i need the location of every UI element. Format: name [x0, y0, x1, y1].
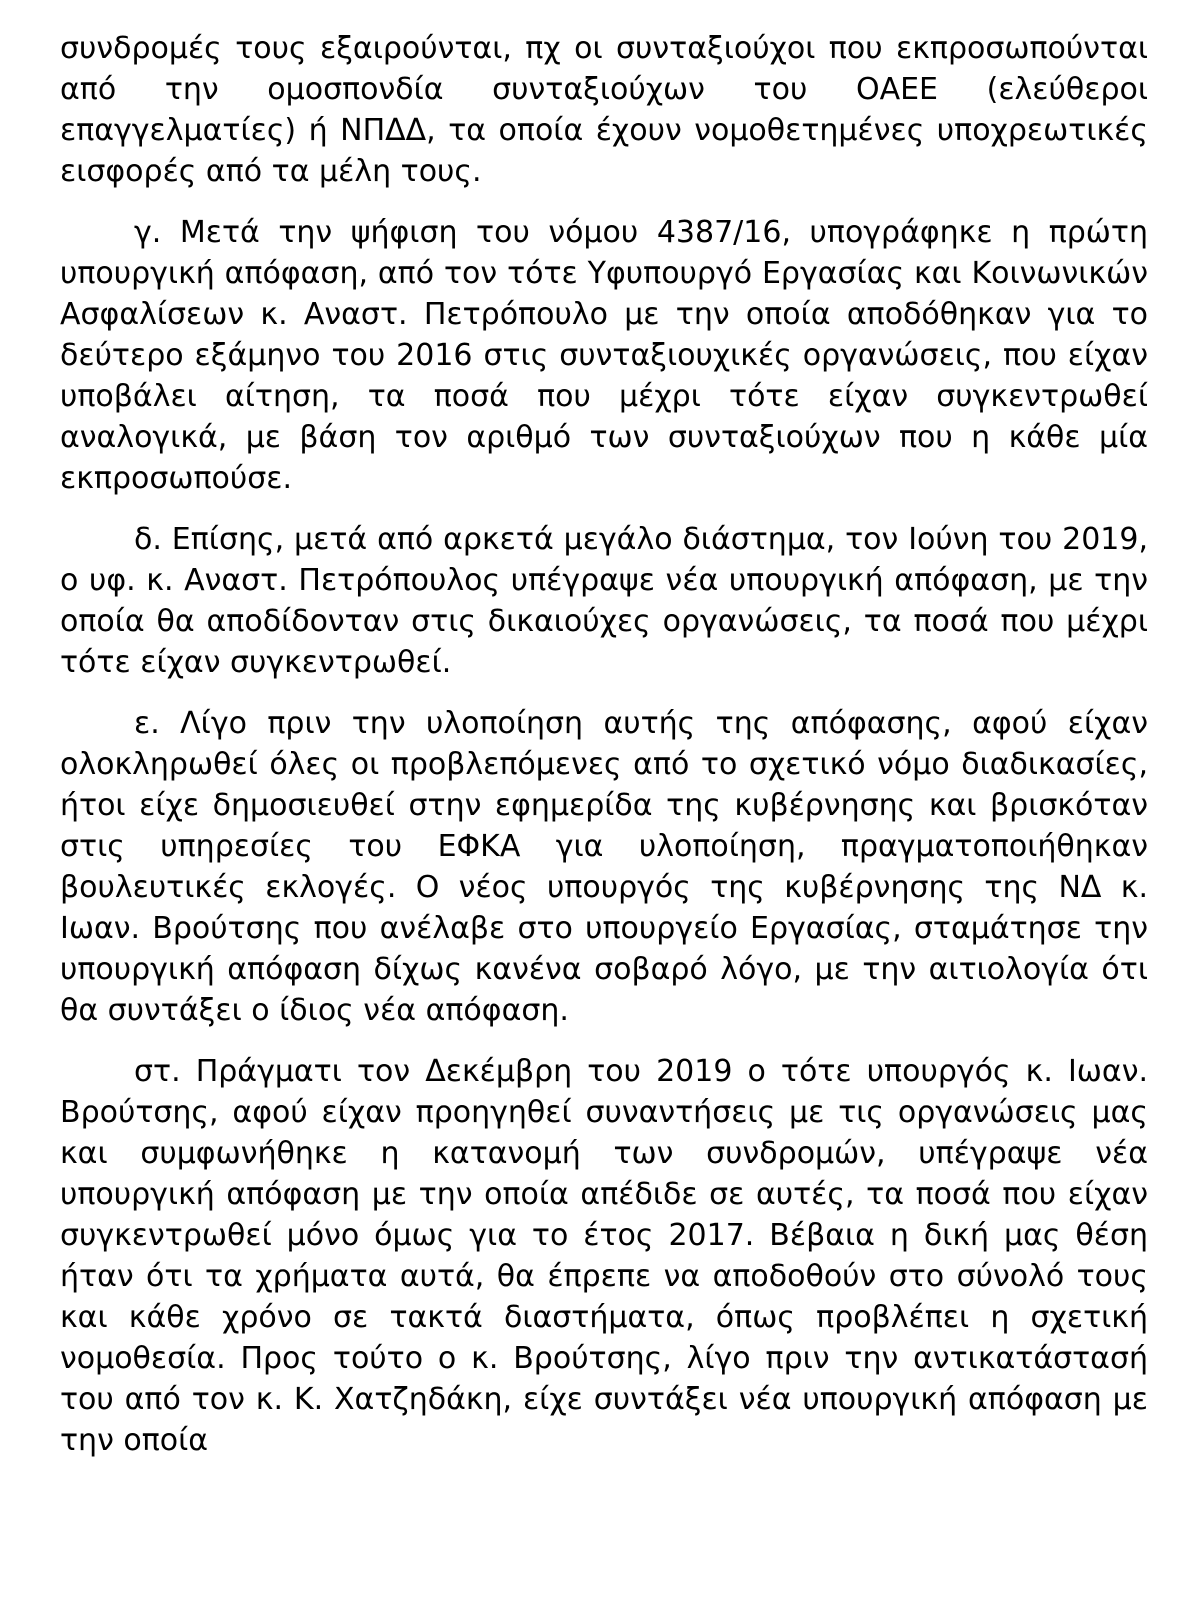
paragraph-continuation: συνδρομές τους εξαιρούνται, πχ οι συνταξιούχοι που εκπροσωπούνται από την ομοσπονδία συνταξιούχων του ΟΑΕΕ (ελεύθεροι επαγγελματίες) ή ΝΠΔΔ, τα οποία έχουν νομοθετημένες υποχρεωτικές εισφορές από τα μέλη τους.	[60, 31, 1148, 189]
paragraph-st: στ. Πράγματι τον Δεκέμβρη του 2019 ο τότε υπουργός κ. Ιωαν. Βρούτσης, αφού είχαν προηγηθεί συναντήσεις με τις οργανώσεις μας και συμφωνήθηκε η κατανομή των συνδρομών, υπέγραψε νέα υπουργική απόφαση με την οποία απέδιδε σε αυτές, τα ποσά που είχαν συγκεντρωθεί μόνο όμως για το έτος 2017. Βέβαια η δική μας θέση ήταν ότι τα χρήματα αυτά, θα έπρεπε να αποδοθούν στο σύνολό τους και κάθε χρόνο σε τακτά διαστήματα, όπως προβλέπει η σχετική νομοθεσία. Προς τούτο ο κ. Βρούτσης, λίγο πριν την αντικατάστασή του από τον κ. Κ. Χατζηδάκη, είχε συντάξει νέα υπουργική απόφαση με την οποία	[60, 1054, 1148, 1458]
document-page	[60, 28, 1148, 1481]
paragraph-delta: δ. Επίσης, μετά από αρκετά μεγάλο διάστημα, τον Ιούνη του 2019, ο υφ. κ. Αναστ. Πετρόπουλος υπέγραψε νέα υπουργική απόφαση, με την οποία θα αποδίδονταν στις δικαιούχες οργανώσεις, τα ποσά που μέχρι τότε είχαν συγκεντρωθεί.	[60, 522, 1148, 680]
paragraph-gamma: γ. Μετά την ψήφιση του νόμου 4387/16, υπογράφηκε η πρώτη υπουργική απόφαση, από τον τότε Υφυπουργό Εργασίας και Κοινωνικών Ασφαλίσεων κ. Αναστ. Πετρόπουλο με την οποία αποδόθηκαν για το δεύτερο εξάμηνο του 2016 στις συνταξιουχικές οργανώσεις, που είχαν υποβάλει αίτηση, τα ποσά που μέχρι τότε είχαν συγκεντρωθεί αναλογικά, με βάση τον αριθμό των συνταξιούχων που η κάθε μία εκπροσωπούσε.	[60, 215, 1148, 496]
paragraph-epsilon: ε. Λίγο πριν την υλοποίηση αυτής της απόφασης, αφού είχαν ολοκληρωθεί όλες οι προβλεπόμενες από το σχετικό νόμο διαδικασίες, ήτοι είχε δημοσιευθεί στην εφημερίδα της κυβέρνησης και βρισκόταν στις υπηρεσίες του ΕΦΚΑ για υλοποίηση, πραγματοποιήθηκαν βουλευτικές εκλογές. Ο νέος υπουργός της κυβέρνησης της ΝΔ κ. Ιωαν. Βρούτσης που ανέλαβε στο υπουργείο Εργασίας, σταμάτησε την υπουργική απόφαση δίχως κανένα σοβαρό λόγο, με την αιτιολογία ότι θα συντάξει ο ίδιος νέα απόφαση.	[60, 706, 1148, 1028]
